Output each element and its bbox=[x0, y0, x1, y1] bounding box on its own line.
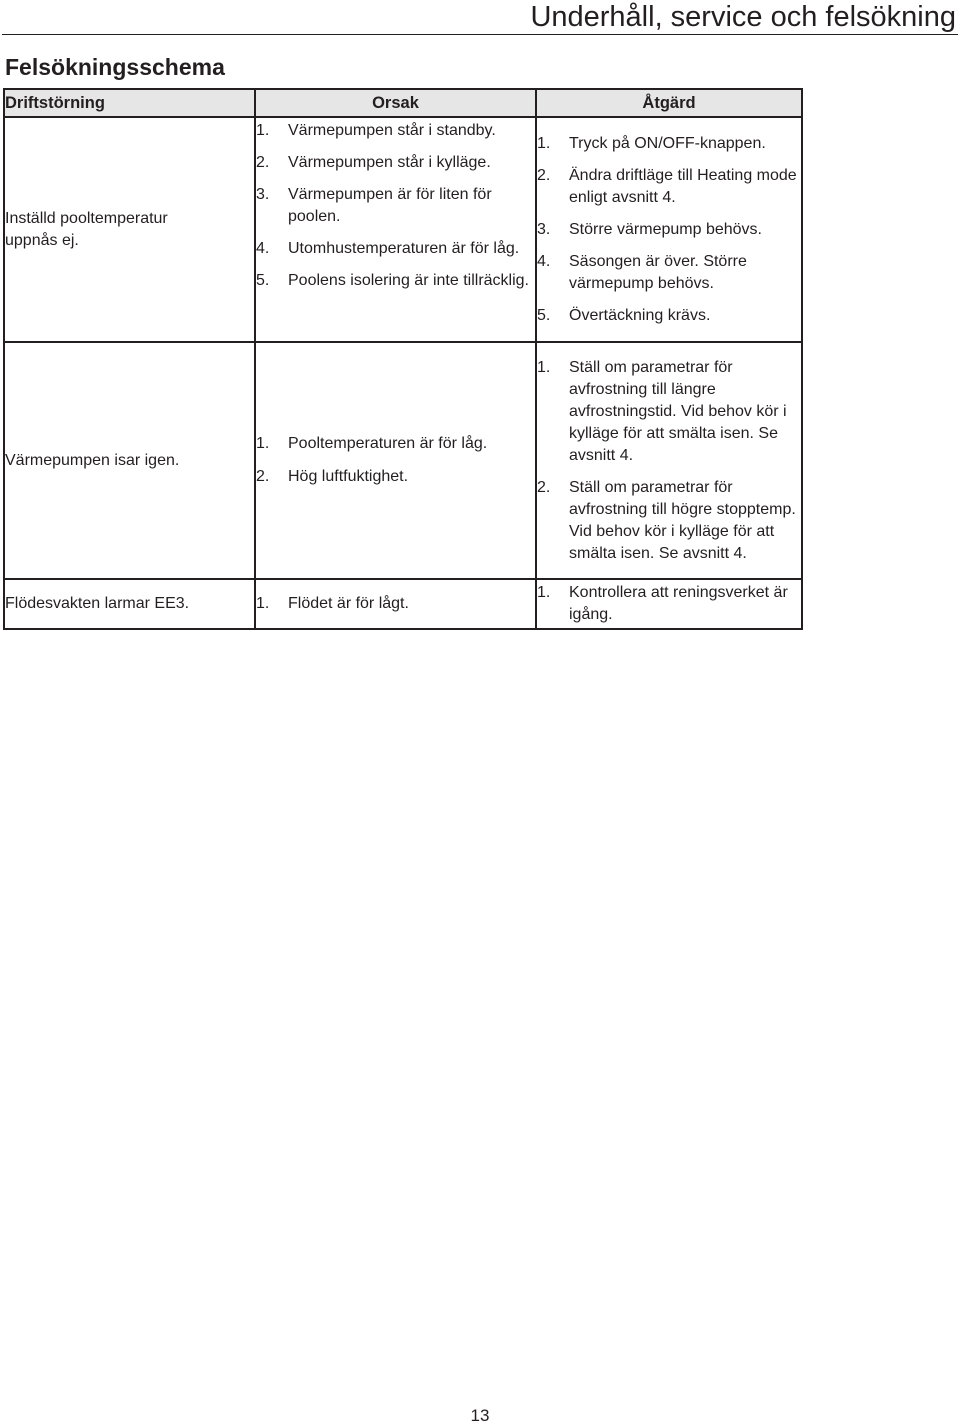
item-number: 1. bbox=[537, 134, 551, 152]
column-header-action: Åtgärd bbox=[536, 89, 802, 117]
item-number: 1. bbox=[256, 435, 270, 452]
action-list bbox=[537, 357, 801, 565]
fault-cell bbox=[4, 117, 255, 342]
table-row bbox=[4, 579, 802, 629]
header-divider bbox=[2, 34, 958, 35]
cause-list bbox=[256, 433, 535, 488]
list-item bbox=[537, 251, 801, 295]
chapter-title: Underhåll, service och felsökning bbox=[530, 1, 956, 33]
column-header-fault: Driftstörning bbox=[4, 89, 255, 117]
action-cell bbox=[536, 117, 802, 342]
item-text: Kontrollera att reningsverket är igång. bbox=[569, 584, 788, 623]
list-item bbox=[537, 582, 801, 626]
item-text: Flödet är för lågt. bbox=[288, 595, 409, 612]
item-text: Poolens isolering är inte tillräcklig. bbox=[288, 272, 529, 289]
list-item bbox=[256, 270, 535, 292]
item-text: Värmepumpen står i kylläge. bbox=[288, 154, 491, 171]
cause-list bbox=[256, 593, 535, 615]
fault-text: Flödesvakten larmar EE3. bbox=[5, 595, 190, 612]
item-number: 3. bbox=[537, 220, 551, 238]
item-text: Övertäckning krävs. bbox=[569, 306, 711, 324]
item-text: Tryck på ON/OFF-knappen. bbox=[569, 134, 766, 152]
list-item bbox=[537, 357, 801, 467]
table-row bbox=[4, 342, 802, 579]
item-number: 4. bbox=[256, 240, 270, 257]
item-number: 2. bbox=[256, 154, 270, 171]
item-text: Ändra driftläge till Heating mode enligt avsnitt 4. bbox=[569, 166, 797, 206]
item-number: 1. bbox=[256, 122, 270, 139]
item-text: Pooltemperaturen är för låg. bbox=[288, 435, 488, 452]
item-number: 2. bbox=[537, 478, 551, 496]
list-item bbox=[537, 477, 801, 565]
item-text: Värmepumpen är för liten för poolen. bbox=[288, 186, 492, 225]
column-header-cause: Orsak bbox=[255, 89, 536, 117]
list-item bbox=[256, 184, 535, 228]
action-list bbox=[537, 582, 801, 626]
item-number: 3. bbox=[256, 186, 270, 203]
item-number: 2. bbox=[537, 166, 551, 184]
list-item bbox=[537, 165, 801, 209]
list-item bbox=[256, 238, 535, 260]
troubleshooting-table bbox=[3, 88, 803, 630]
item-number: 2. bbox=[256, 468, 270, 485]
list-item bbox=[256, 120, 535, 142]
item-number: 5. bbox=[537, 306, 551, 324]
list-item bbox=[256, 152, 535, 174]
action-cell bbox=[536, 579, 802, 629]
section-title: Felsökningsschema bbox=[5, 54, 225, 80]
item-text: Ställ om parametrar för avfrostning till högre stopptemp. Vid behov kör i kylläge för att smälta isen. Se avsnitt 4. bbox=[569, 478, 796, 562]
list-item bbox=[256, 433, 535, 455]
item-text: Ställ om parametrar för avfrostning till längre avfrostningstid. Vid behov kör i kylläge för att smälta isen. Se avsnitt 4. bbox=[569, 358, 787, 464]
item-number: 1. bbox=[537, 358, 551, 376]
action-list bbox=[537, 133, 801, 327]
list-item bbox=[256, 593, 535, 615]
item-number: 4. bbox=[537, 252, 551, 270]
fault-cell bbox=[4, 342, 255, 579]
cause-list bbox=[256, 120, 535, 292]
list-item bbox=[537, 133, 801, 155]
item-number: 1. bbox=[537, 584, 551, 601]
action-cell bbox=[536, 342, 802, 579]
item-text: Värmepumpen står i standby. bbox=[288, 122, 496, 139]
item-number: 1. bbox=[256, 595, 270, 612]
fault-text: Värmepumpen isar igen. bbox=[5, 451, 180, 469]
page-number: 13 bbox=[470, 1406, 490, 1425]
cause-cell bbox=[255, 117, 536, 342]
item-number: 5. bbox=[256, 272, 270, 289]
list-item bbox=[256, 466, 535, 488]
fault-cell bbox=[4, 579, 255, 629]
table-row bbox=[4, 117, 802, 342]
cause-cell bbox=[255, 342, 536, 579]
list-item bbox=[537, 305, 801, 327]
cause-cell bbox=[255, 579, 536, 629]
list-item bbox=[537, 219, 801, 241]
item-text: Större värmepump behövs. bbox=[569, 220, 762, 238]
item-text: Säsongen är över. Större värmepump behövs. bbox=[569, 252, 747, 292]
item-text: Hög luftfuktighet. bbox=[288, 468, 409, 485]
table-header-row bbox=[4, 89, 802, 117]
fault-text: Inställd pooltemperatur uppnås ej. bbox=[5, 209, 168, 249]
item-text: Utomhustemperaturen är för låg. bbox=[288, 240, 520, 257]
